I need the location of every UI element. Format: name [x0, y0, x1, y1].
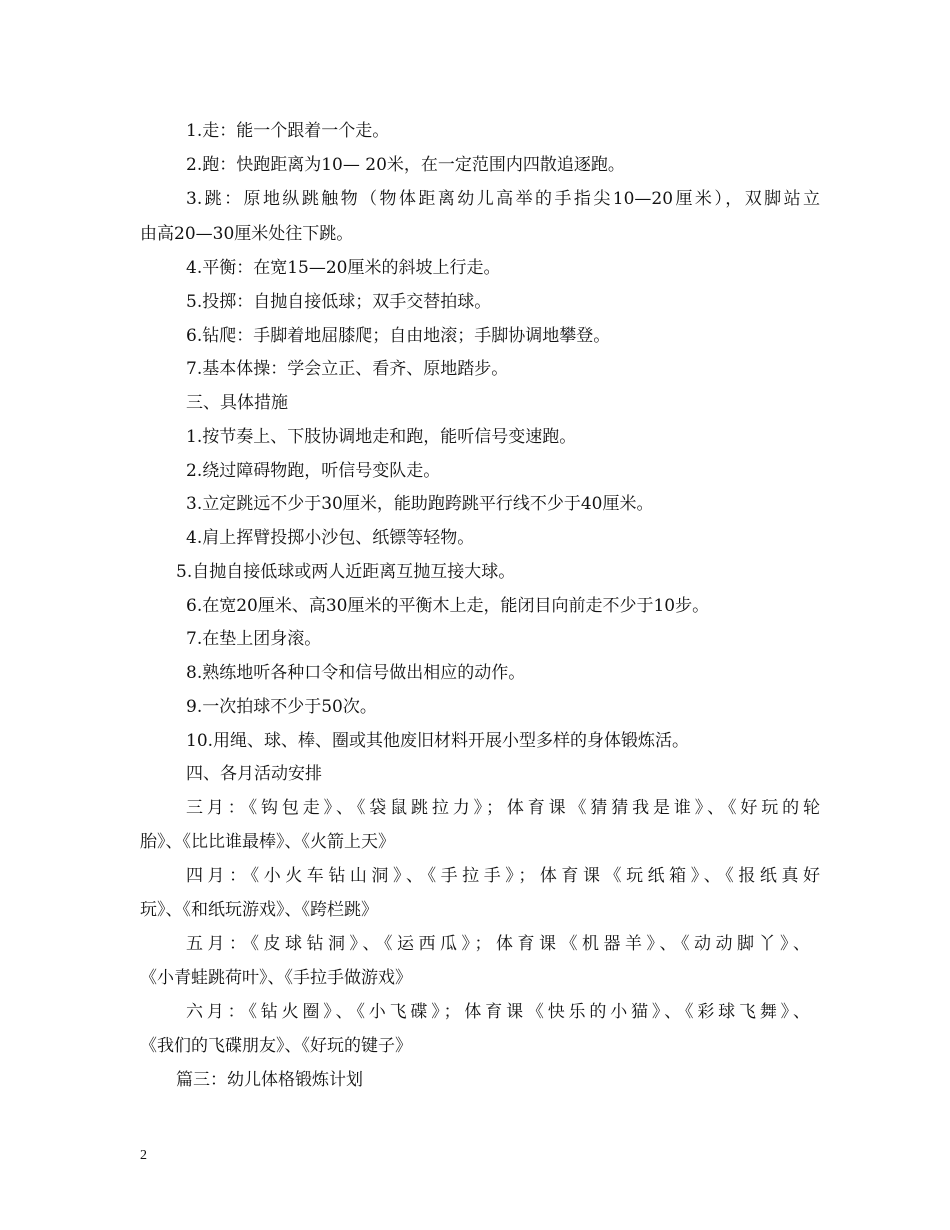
text-line: 3.跳：原地纵跳触物（物体距离幼儿高举的手指尖10—20厘米），双脚站立	[186, 189, 820, 209]
text-line: 5.自抛自接低球或两人近距离互抛互接大球。	[176, 562, 516, 582]
section-heading: 三、具体措施	[186, 393, 288, 413]
text-line: 《小青蛙跳荷叶》、《手拉手做游戏》	[140, 968, 412, 988]
text-line: 五月：《皮球钻洞》、《运西瓜》；体育课《机器羊》、《动动脚丫》、	[186, 934, 810, 954]
text-line: 6.在宽20厘米、高30厘米的平衡木上走，能闭目向前走不少于10步。	[186, 596, 710, 616]
text-line: 1.走：能一个跟着一个走。	[186, 121, 390, 141]
text-line: 9.一次拍球不少于50次。	[186, 697, 377, 717]
text-line: 《我们的飞碟朋友》、《好玩的键子》	[140, 1036, 412, 1056]
text-line: 2.跑：快跑距离为10— 20米，在一定范围内四散追逐跑。	[186, 155, 625, 175]
text-line: 2.绕过障碍物跑，听信号变队走。	[186, 461, 441, 481]
section-heading: 篇三：幼儿体格锻炼计划	[176, 1070, 363, 1090]
text-line: 3.立定跳远不少于30厘米，能助跑跨跳平行线不少于40厘米。	[186, 494, 654, 514]
text-line: 六月：《钻火圈》、《小飞碟》；体育课《快乐的小猫》、《彩球飞舞》、	[186, 1002, 810, 1022]
text-line: 7.在垫上团身滚。	[186, 629, 322, 649]
text-line: 10.用绳、球、棒、圈或其他废旧材料开展小型多样的身体锻炼活。	[186, 731, 690, 751]
text-line: 6.钻爬：手脚着地屈膝爬；自由地滚；手脚协调地攀登。	[186, 326, 611, 346]
text-line: 由高20—30厘米处往下跳。	[140, 224, 354, 244]
text-line: 胎》、《比比谁最棒》、《火箭上天》	[140, 832, 395, 852]
text-line: 四月：《小火车钻山洞》、《手拉手》；体育课《玩纸箱》、《报纸真好	[186, 866, 820, 886]
text-line: 1.按节奏上、下肢协调地走和跑，能听信号变速跑。	[186, 427, 577, 447]
text-line: 7.基本体操：学会立正、看齐、原地踏步。	[186, 359, 509, 379]
text-line: 5.投掷：自抛自接低球；双手交替拍球。	[186, 292, 492, 312]
text-line: 4.平衡：在宽15—20厘米的斜坡上行走。	[186, 258, 501, 278]
text-line: 三月：《钩包走》、《袋鼠跳拉力》；体育课《猜猜我是谁》、《好玩的轮	[186, 798, 820, 818]
text-line: 8.熟练地听各种口令和信号做出相应的动作。	[186, 663, 526, 683]
page-number: 2	[140, 1148, 147, 1163]
text-line: 4.肩上挥臂投掷小沙包、纸镖等轻物。	[186, 528, 475, 548]
section-heading: 四、各月活动安排	[186, 764, 322, 784]
text-line: 玩》、《和纸玩游戏》、《跨栏跳》	[140, 900, 378, 920]
